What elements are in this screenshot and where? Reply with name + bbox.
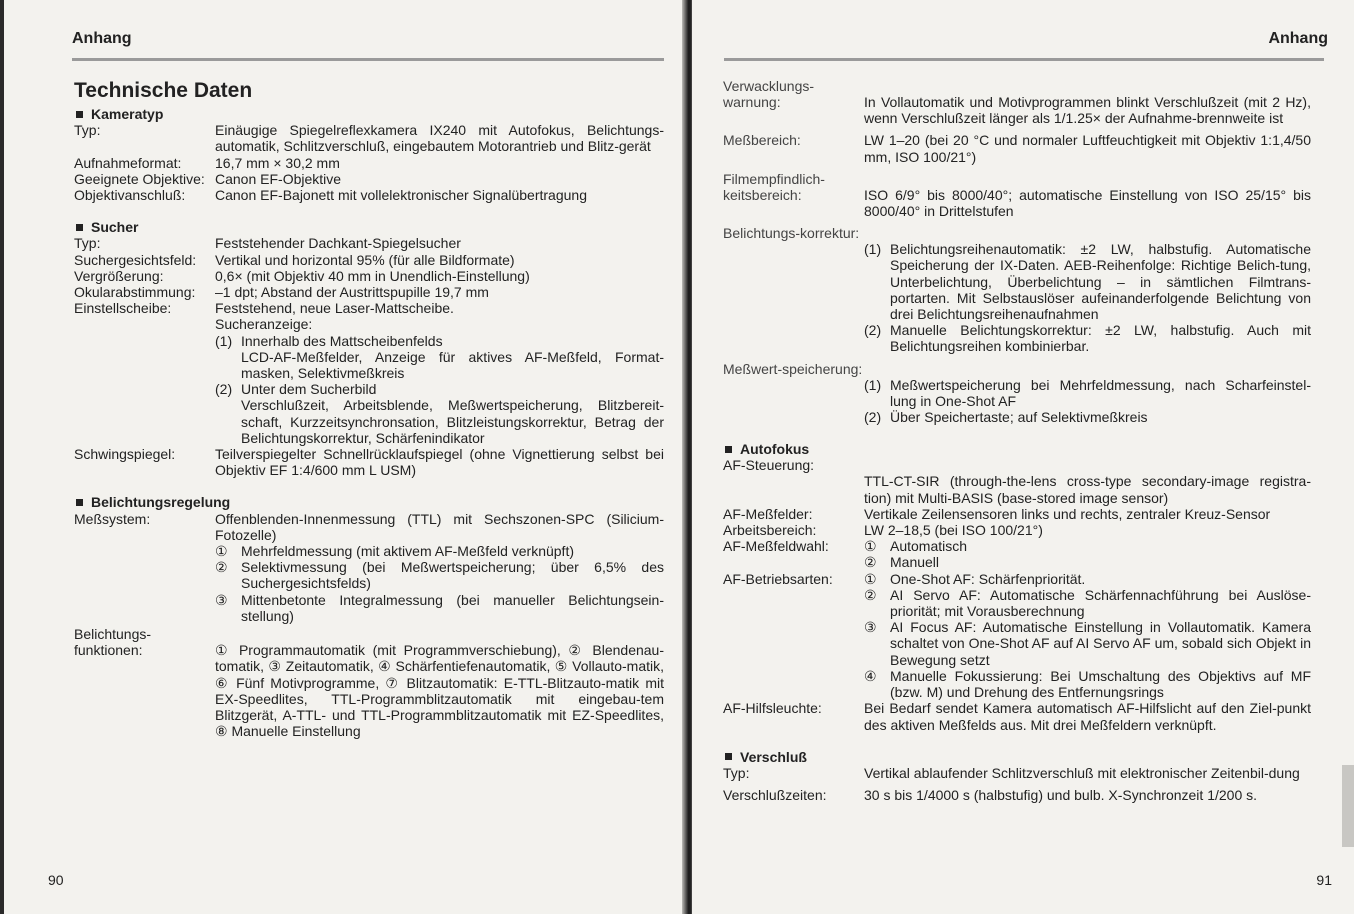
spec-value: Vertikal ablaufender Schlitzverschluß mit elektronischer Zeitenbil-dung — [864, 764, 1300, 781]
left-page — [4, 0, 686, 914]
list-item-body: LCD-AF-Meßfelder, Anzeige für aktives AF-Meßfeld, Format-masken, Selektivmeßkreis — [241, 348, 664, 382]
spec-label: Aufnahmeformat: — [74, 154, 182, 171]
spec-label: AF-Steuerung: — [723, 457, 815, 474]
spec-label: AF-Betriebsarten: — [723, 570, 833, 587]
spec-label: Verschlußzeiten: — [723, 787, 827, 804]
spec-value: Einäugige Spiegelreflexkamera IX240 mit Autofokus, Belichtungs-automatik, Schlitzverschluß, eingebautem Motorantrieb und Blitz-gerät — [215, 122, 664, 155]
bullet-square-icon — [725, 753, 732, 760]
list-item: ② Manuell — [864, 554, 940, 571]
spec-value: 30 s bis 1/4000 s (halbstufig) und bulb. X-Synchronzeit 1/200 s. — [864, 787, 1258, 804]
bullet-square-icon — [76, 224, 83, 231]
spec-label: Typ: — [723, 764, 750, 781]
sucheranzeige-list — [215, 333, 664, 446]
subheading-belichtungsregelung: Belichtungsregelung — [74, 494, 664, 510]
list-item: ① Mehrfeldmessung (mit aktivem AF-Meßfeld verknüpft) — [215, 543, 574, 560]
spec-label: Typ: — [74, 122, 101, 139]
betriebsarten-list — [864, 571, 1311, 701]
page-title: Technische Daten — [74, 79, 253, 102]
spec-label: Verwacklungs-warnung: — [723, 78, 815, 111]
list-item: ② AI Servo AF: Automatische Schärfennachführung bei Auslöse-priorität; mit Vorausberechnung — [864, 586, 1311, 620]
korrektur-list — [864, 225, 1311, 354]
spec-value: Canon EF-Objektive — [215, 170, 342, 187]
spec-value: Bei Bedarf sendet Kamera automatisch AF-Hilfslicht auf den Ziel-punkt des aktiven Meßfelds aus. Mit drei Meßfeldern verknüpft. — [864, 700, 1311, 733]
spec-value: ① Programmautomatik (mit Programmverschiebung), ② Blendenau-tomatik, ③ Zeitautomatik, ④ Schärfentiefenautomatik, ⑤ Vollauto-matik, ⑥ Fünf Motivprogramme, ⑦ Blitzautomatik: E-TTL-Blitzauto-matik mit EX-Speedlites, TTL-Programmblitzautomatik mit eingebau-tem Blitzgerät, A-TTL- und TTL-Programmblitzautomatik mit EZ-Speedlites, ⑧ Manuelle Einstellung — [215, 642, 664, 740]
spec-value: ISO 6/9° bis 8000/40°; automatische Einstellung von ISO 25/15° bis 8000/40° in Drittelstufen — [864, 186, 1311, 220]
spec-label: Meßbereich: — [723, 132, 801, 149]
subheading-sucher: Sucher — [74, 219, 664, 235]
spec-label: Okularabstimmung: — [74, 284, 196, 301]
list-item: (1) Innerhalb des Mattscheibenfelds — [215, 332, 443, 349]
spec-label: Suchergesichtsfeld: — [74, 251, 197, 268]
spec-value: In Vollautomatik und Motivprogrammen blinkt Verschlußzeit (mit 2 Hz), wenn Verschlußzeit länger als 1/1.25× der Aufnahme-brennweite ist — [864, 94, 1311, 127]
header-rule — [724, 58, 1324, 61]
spec-label: AF-Meßfeldwahl: — [723, 538, 829, 555]
list-item: ② Selektivmessung (bei Meßwertspeicherung; über 6,5% des Suchergesichtsfelds) — [215, 559, 664, 592]
messfeldwahl-list — [864, 538, 1311, 570]
spec-value: –1 dpt; Abstand der Austrittspupille 19,7 mm — [215, 284, 489, 301]
page-number: 91 — [1316, 872, 1332, 888]
subheading-verschluss: Verschluß — [723, 749, 1311, 765]
sucheranzeige-label: Sucheranzeige: — [215, 316, 313, 333]
bullet-square-icon — [725, 446, 732, 453]
bullet-square-icon — [76, 111, 83, 118]
speicher-list — [864, 361, 1311, 426]
section-header: Anhang — [1268, 30, 1328, 47]
right-spec-block — [723, 78, 1311, 803]
spec-label: Meßsystem: — [74, 510, 151, 527]
spec-value: TTL-CT-SIR (through-the-lens cross-type secondary-image registra-tion) mit Multi-BASIS (base-stored image sensor) — [864, 473, 1311, 506]
list-item-body: Verschlußzeit, Arbeitsblende, Meßwertspeicherung, Blitzbereit-schaft, Kurzzeitsynchronsation, Blitzleistungskorrektur, Betrag der Belichtungskorrektur, Schärfenindikator — [241, 397, 664, 446]
spec-value: LW 1–20 (bei 20 °C und normaler Luftfeuchtigkeit mit Objektiv 1:1,4/50 mm, ISO 100/21°) — [864, 132, 1311, 165]
spec-value: LW 2–18,5 (bei ISO 100/21°) — [864, 522, 1043, 539]
spec-value: Vertikal und horizontal 95% (für alle Bildformate) — [215, 251, 515, 268]
spec-label: Filmempfindlich-keitsbereich: — [723, 170, 825, 204]
list-item: (2) Unter dem Sucherbild — [215, 381, 377, 398]
list-item: (2) Über Speichertaste; auf Selektivmeßkreis — [864, 409, 1148, 426]
page-number: 90 — [48, 872, 64, 888]
spec-label: Geeignete Objektive: — [74, 170, 205, 187]
spec-label: Arbeitsbereich: — [723, 522, 817, 539]
bullet-square-icon — [76, 499, 83, 506]
list-item: ③ AI Focus AF: Automatische Einstellung in Vollautomatik. Kamera schaltet von One-Shot AF auf AI Servo AF um, sobald sich Objekt in Bewegung setzt — [864, 619, 1311, 668]
subheading-kameratyp: Kameratyp — [74, 106, 664, 122]
spec-value: 0,6× (mit Objektiv 40 mm in Unendlich-Einstellung) — [215, 267, 530, 284]
spec-value: Teilverspiegelter Schnellrücklaufspiegel (ohne Vignettierung selbst bei Objektiv EF 1:4/600 mm L USM) — [215, 446, 664, 479]
spec-label: Belichtungs-korrektur: — [723, 225, 860, 242]
page-edge-tab — [1342, 765, 1354, 847]
spec-label: Objektivanschluß: — [74, 187, 186, 204]
spec-value: Canon EF-Bajonett mit vollelektronischer Signalübertragung — [215, 187, 587, 204]
spec-label: Typ: — [74, 235, 101, 252]
spec-label: AF-Meßfelder: — [723, 505, 813, 522]
list-item: ① Automatisch — [864, 538, 968, 555]
spec-label: Meßwert-speicherung: — [723, 360, 863, 377]
list-item: ③ Mittenbetonte Integralmessung (bei manueller Belichtungsein-stellung) — [215, 591, 664, 624]
spec-label: Einstellscheibe: — [74, 300, 172, 317]
spec-value: Offenblenden-Innenmessung (TTL) mit Sechszonen-SPC (Silicium-Fotozelle) — [215, 510, 664, 543]
kameratyp-section — [74, 106, 664, 739]
spec-label: Belichtungs-funktionen: — [74, 626, 152, 659]
spec-label: Vergrößerung: — [74, 267, 164, 284]
list-item: ① One-Shot AF: Schärfenpriorität. — [864, 570, 1086, 587]
messsystem-list — [215, 543, 664, 624]
spec-value: Vertikale Zeilensensoren links und rechts, zentraler Kreuz-Sensor — [864, 505, 1271, 522]
spec-value: Feststehender Dachkant-Spiegelsucher — [215, 235, 461, 252]
list-item: (1) Meßwertspeicherung bei Mehrfeldmessung, nach Scharfeinstel-lung in One-Shot AF — [864, 376, 1311, 409]
list-item: (2) Manuelle Belichtungskorrektur: ±2 LW, halbstufig. Auch mit Belichtungsreihen kombinierbar. — [864, 322, 1311, 355]
list-item: ④ Manuelle Fokussierung: Bei Umschaltung des Objektivs auf MF (bzw. M) und Drehung des Entfernungsrings — [864, 667, 1311, 701]
spec-value: Feststehend, neue Laser-Mattscheibe. — [215, 300, 454, 317]
subheading-autofokus: Autofokus — [723, 441, 1311, 457]
spec-value: 16,7 mm × 30,2 mm — [215, 154, 340, 171]
header-rule — [72, 58, 664, 61]
right-page — [692, 0, 1354, 914]
list-item: (1) Belichtungsreihenautomatik: ±2 LW, halbstufig. Automatische Speicherung der IX-Daten. AEB-Reihenfolge: Richtige Belich-tung, Unterbelichtung, Überbelichtung – in sämtlichen Filmtrans-portarten. Mit Selbstauslöser aufeinanderfolgende Belichtung von drei Belichtungsreihenaufnahmen — [864, 241, 1311, 323]
spec-label: Schwingspiegel: — [74, 446, 176, 463]
spec-label: AF-Hilfsleuchte: — [723, 700, 822, 717]
section-header: Anhang — [72, 30, 132, 47]
